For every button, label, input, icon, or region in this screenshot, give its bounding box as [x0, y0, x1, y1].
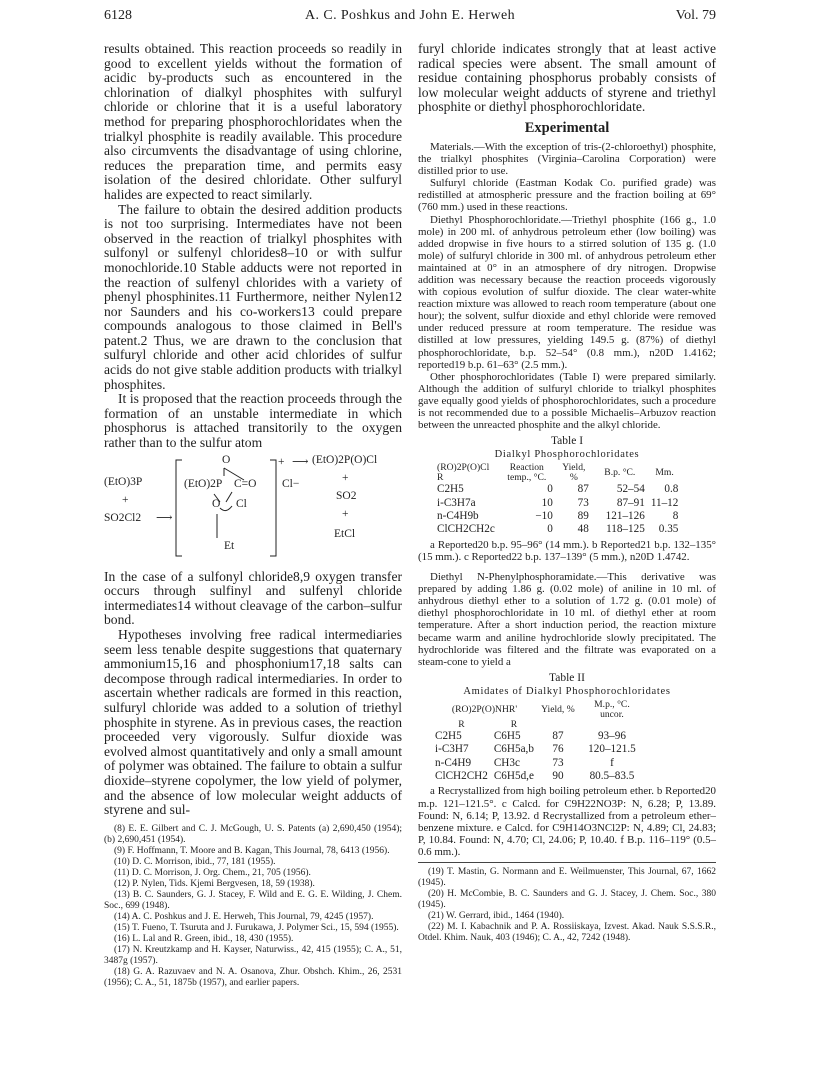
- table-header: M.p., °C. uncor.: [594, 698, 630, 720]
- product-phosphorochloridate: (EtO)2P(O)Cl: [312, 453, 378, 466]
- table-header: R: [458, 718, 465, 730]
- table-header: Reaction temp., °C.: [507, 462, 547, 484]
- table-notes: a Recrystallized from high boiling petroleum ether. b Reported20 m.p. 121–121.5°. c Calcd. for C9H22NO3P: N, 6.28; P, 13.89. Found: N, 6.14; P, 13.92. d Recrystallized from a petroleum ether–benzene mixture. e Calcd. for C9H14O3NCl2P: N, 4.89; Cl, 24.83; P, 10.84. Found: N, 4.70; Cl, 24.06; P, 10.40. f B.p. 116–119° (0.5–0.6 mm.).: [418, 785, 716, 858]
- footnote: (22) M. I. Kabachnik and P. A. Rossiiskaya, Izvest. Akad. Nauk S.S.S.R., Otdel. Khim. Nauk, 403 (1946); C. A., 42, 7242 (1948).: [418, 921, 716, 943]
- table-cell: 0: [547, 483, 553, 496]
- table-cell: 87–91: [616, 496, 645, 509]
- footnote: (11) D. C. Morrison, J. Org. Chem., 21, 705 (1956).: [114, 867, 311, 878]
- table-cell: 73: [552, 756, 564, 769]
- table-cell: 0: [547, 523, 553, 536]
- footnote: (20) H. McCombie, B. C. Saunders and G. J. Stacey, J. Chem. Soc., 380 (1945).: [418, 888, 716, 910]
- table-cell: 8: [672, 510, 679, 523]
- paragraph: Materials.—With the exception of tris-(2-chloroethyl) phosphite, the trialkyl phosphites (Virginia–Carolina Corporation) were distilled prior to use.: [418, 140, 716, 178]
- table-cell: −10: [535, 510, 553, 523]
- table-header: B.p. °C.: [604, 467, 636, 479]
- table-cell: 87: [552, 729, 564, 742]
- table-row: [434, 483, 681, 496]
- table-cell: 118–125: [606, 523, 645, 536]
- running-header: [104, 8, 716, 34]
- footnotes: [104, 824, 402, 989]
- table-cell: 10: [541, 496, 553, 509]
- table-cell: i-C3H7: [435, 743, 469, 756]
- table-row: [432, 730, 645, 743]
- product-sulfur-dioxide: SO2: [336, 489, 357, 502]
- section-heading: Experimental: [524, 119, 610, 136]
- table-header: Mm.: [655, 467, 674, 479]
- table-notes: a Reported20 b.p. 95–96° (14 mm.). b Reported21 b.p. 132–135° (15 mm.). c Reported22 b.p. 137–139° (5 mm.), n20D 1.4742.: [418, 538, 716, 563]
- footnote: (21) W. Gerrard, ibid., 1464 (1940).: [428, 910, 565, 921]
- table-cell: 93–96: [597, 729, 626, 742]
- table-header: R: [510, 718, 518, 730]
- table-cell: f: [610, 756, 614, 769]
- footnote: (15) T. Fueno, T. Tsuruta and J. Furukawa, J. Polymer Sci., 15, 594 (1955).: [114, 922, 399, 933]
- table-cell: 80.5–83.5: [589, 770, 635, 782]
- right-column: [418, 42, 716, 944]
- paragraph: Sulfuryl chloride (Eastman Kodak Co. purified grade) was redistilled at atmospheric pressure and the fraction boiling at 69° (760 mm.) used in these reactions.: [418, 177, 716, 214]
- table-row: [434, 510, 681, 523]
- footnote: (12) P. Nylen, Tids. Kjemi Bergvesen, 18, 59 (1938).: [114, 878, 315, 889]
- footnote: (8) E. E. Gilbert and C. J. McGough, U. S. Patents (a) 2,690,450 (1954); (b) 2,690,451 (1954).: [104, 823, 402, 845]
- table-cell: C6H5d,e: [493, 770, 534, 782]
- table-2: [418, 672, 716, 858]
- footnote-rule: [418, 862, 716, 863]
- arrow: ⟶: [292, 455, 309, 468]
- left-column: [104, 42, 402, 989]
- table-cell: 76: [552, 743, 564, 756]
- table-cell: C6H5: [493, 729, 521, 742]
- table-cell: ClCH2CH2c: [437, 523, 495, 536]
- table-row: [432, 757, 645, 770]
- table-row: [434, 497, 681, 510]
- table-cell: C2H5: [435, 729, 462, 742]
- table-row: [434, 523, 681, 536]
- table-cell: 48: [577, 523, 589, 536]
- intermediate-oxygen: O: [222, 453, 231, 466]
- table-header: Yield, %: [562, 462, 586, 484]
- footnote: (14) A. C. Poshkus and J. E. Herweh, This Journal, 79, 4245 (1957).: [114, 911, 374, 922]
- table-cell: 52–54: [616, 483, 645, 496]
- running-authors: A. C. Poshkus and John E. Herweh: [305, 8, 515, 23]
- table-header: R: [437, 472, 444, 484]
- table-cell: CH3c: [493, 756, 520, 769]
- intermediate-ring-oxygen: O: [212, 497, 221, 510]
- table-header: (RO)2P(O)NHR': [451, 703, 518, 715]
- table-caption: Amidates of Dialkyl Phosphorochloridates: [463, 685, 671, 697]
- plus-sign: +: [342, 507, 349, 520]
- footnote: (16) L. Lal and R. Green, ibid., 18, 430 (1955).: [114, 933, 294, 944]
- table-cell: 0.8: [664, 483, 679, 496]
- table-cell: 73: [577, 496, 589, 509]
- table-header: (RO)2P(O)Cl: [437, 462, 490, 474]
- intermediate-bracket: [104, 454, 402, 568]
- product-ethyl-chloride: EtCl: [334, 527, 356, 540]
- table-cell: 89: [577, 510, 589, 523]
- paragraph: Diethyl Phosphorochloridate.—Triethyl phosphite (166 g., 1.0 mole) in 200 ml. of anhydrous petroleum ether (low boiling) was added dropwise in five hours to a stirred solution of 135 g. (1.0 mole) of sulfuryl chloride in 300 ml. of anhydrous petroleum ether maintained at 0° in an atmosphere of dry nitrogen. Dropwise addition was necessary because the reaction proceeds vigorously with copious evolution of sulfur dioxide. The clear water-white reaction mixture was allowed to reach room temperature (about one hour); the solvent, sulfur dioxide and ethyl chloride were removed under reduced pressure at room temperature. The residue was distilled at low pressures, yielding 149.5 g. (87%) of diethyl phosphorochloridate, b.p. 52–54° (0.8 mm.), n20D 1.4162; reported19 b.p. 61–63° (2.5 mm.).: [418, 213, 716, 371]
- footnotes: [418, 867, 716, 944]
- table-cell: n-C4H9b: [437, 510, 479, 523]
- paragraph: It is proposed that the reaction proceeds through the formation of an unstable intermediate in which phosphorus is attached transitorily to the oxygen rather than to the sulfur atom: [104, 391, 402, 451]
- intermediate-carbonyl: C=O: [234, 477, 257, 490]
- plus-sign: +: [342, 471, 349, 484]
- paragraph: results obtained. This reaction proceeds so readily in good to excellent yields without the formation of acidic by-products such as encountered in the chlorination of dialkyl phosphites with sulfuryl chloride or chlorine that it is a useful laboratory method for preparing phosphorochloridates when the trialkyl phosphite is readily available. This procedure also circumvents the disadvantage of using chlorine, reduces the preparation time, and permits easy isolation of the desired chloridate. Other sulfuryl halides are expected to react similarly.: [104, 41, 402, 202]
- reactant-sulfuryl-chloride: SO2Cl2: [104, 511, 142, 524]
- intermediate-ethyl: Et: [224, 539, 235, 552]
- chloride-anion: Cl−: [282, 477, 300, 490]
- table-caption: Dialkyl Phosphorochloridates: [494, 449, 640, 461]
- paragraph: furyl chloride indicates strongly that at least active radical species were absent. The small amount of residue containing phosphorus probably consists of low molecular weight adducts of styrene and triethyl phosphite or diethyl phosphorochloridate.: [418, 41, 716, 115]
- reaction-scheme: [104, 454, 402, 568]
- intermediate-phosphorus: (EtO)2P: [184, 477, 223, 490]
- arrow: ⟶: [156, 511, 173, 524]
- plus-sign: +: [122, 493, 129, 506]
- paragraph: Hypotheses involving free radical intermediaries seem less tenable despite suggestions that quaternary ammonium15,16 and phosphonium17,18 salts can decompose through radical intermediaries. In order to ascertain whether radicals are formed in this reaction, sulfuryl chloride was added to a solution of triethyl phosphite in styrene. As in previous cases, the reaction proceeded very vigorously. Sulfur dioxide was evolved almost quantitatively and only a small amount of polymer was obtained. The failure to obtain a sulfur dioxide–styrene copolymer, the low yield of polymer, and the absence of low molecular weight adducts of styrene and sul-: [104, 627, 402, 818]
- intermediate-chlorine: Cl: [236, 497, 247, 510]
- positive-charge: +: [278, 455, 285, 468]
- table-cell: 121–126: [605, 510, 645, 523]
- footnote: (19) T. Mastin, G. Normann and E. Weilmuenster, This Journal, 67, 1662 (1945).: [418, 866, 716, 888]
- table-cell: ClCH2CH2: [435, 770, 488, 782]
- table-header: Yield, %: [541, 703, 575, 715]
- footnote: (17) N. Kreutzkamp and H. Kayser, Naturwiss., 42, 415 (1955); C. A., 51, 3487g (1957).: [104, 944, 402, 966]
- table-cell: 11–12: [650, 496, 679, 509]
- footnote: (10) D. C. Morrison, ibid., 77, 181 (1955).: [114, 856, 276, 867]
- table-cell: C6H5a,b: [493, 743, 534, 756]
- table-row: [432, 770, 645, 783]
- table-cell: i-C3H7a: [437, 496, 476, 509]
- table-row: [432, 743, 645, 756]
- volume-number: Vol. 79: [675, 8, 716, 23]
- footnote: (9) F. Hoffmann, T. Moore and B. Kagan, This Journal, 78, 6413 (1956).: [114, 845, 390, 856]
- footnote: (18) G. A. Razuvaev and N. A. Osanova, Zhur. Obshch. Khim., 26, 2531 (1956); C. A., 51, 1875b (1957), and earlier papers.: [104, 966, 402, 988]
- footnote: (13) B. C. Saunders, G. J. Stacey, F. Wild and E. G. E. Wilding, J. Chem. Soc., 699 (1948).: [104, 889, 402, 911]
- table-cell: 120–121.5: [588, 743, 636, 756]
- table-cell: 90: [552, 770, 564, 782]
- table-cell: n-C4H9: [435, 756, 472, 769]
- paragraph: In the case of a sulfonyl chloride8,9 oxygen transfer occurs through sulfinyl and sulfenyl chloride intermediates14 without cleavage of the carbon–sulfur bond.: [104, 568, 402, 628]
- table-cell: C2H5: [437, 483, 464, 496]
- table-cell: 0.35: [658, 523, 679, 536]
- paragraph: Diethyl N-Phenylphosphoramidate.—This derivative was prepared by adding 1.86 g. (0.02 mole) of aniline in 10 ml. of anhydrous diethyl ether to a solution of 1.72 g. (0.01 mole) of diethyl phosphorochloridate in 10 ml. of diethyl ether at room temperature. After a short induction period, the reaction mixture became warm and aniline hydrochloride slowly precipitated. The hydrochloride was filtered and the filtrate was evaporated on a steam-cone to yield a: [418, 571, 716, 668]
- paragraph: Other phosphorochloridates (Table I) were prepared similarly. Although the addition of sulfuryl chloride to trialkyl phosphites gave equally good yields of phosphorochloridates, such a procedure is not recommended due to a possible Michaelis–Arbuzov reaction between the unreacted phosphite and the alkyl chloride.: [418, 370, 716, 432]
- paragraph: The failure to obtain the desired addition products is not too surprising. Intermediates have not been observed in the reaction of trialkyl phosphites with sulfonyl or sulfenyl chlorides8–10 or with sulfur monochloride.10 Stable adducts were not reported in the reaction of sulfenyl chlorides with a variety of phenyl phosphinites.11 Furthermore, neither Nylen12 nor Saunders and his co-workers13 could prepare compounds analogous to those claimed in Bell's patent.2 Thus, we are drawn to the conclusion that sulfuryl chloride and other acid chlorides of sulfur acids do not give stable addition products with trialkyl phosphites.: [104, 201, 402, 392]
- table-label: Table I: [550, 435, 584, 448]
- reactant-phosphite: (EtO)3P: [104, 475, 143, 488]
- table-label: Table II: [549, 671, 585, 684]
- table-1: [418, 435, 716, 563]
- table-cell: 87: [577, 483, 589, 496]
- page-number: 6128: [104, 8, 132, 23]
